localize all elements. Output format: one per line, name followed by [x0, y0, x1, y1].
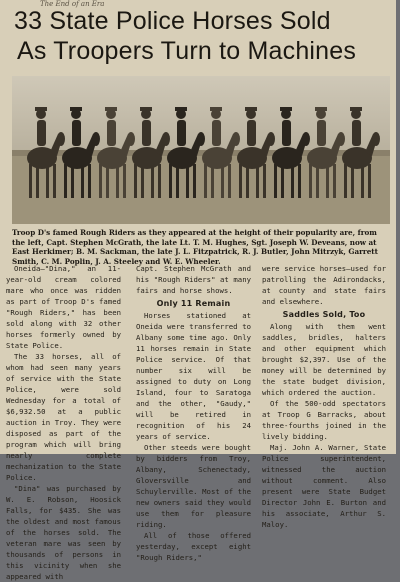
paragraph: Other steeds were bought by bidders from Troy, Albany, Schenectady, Gloversville and Schuylerville. Most of the new owners said they would use them for pleasure riding. — [136, 443, 251, 529]
paragraph: Maj. John A. Warner, State Police superintendent, witnessed the auction without comment. Also present were State Budget Director John E. Burton and his associate, Arthur S. Maloy. — [262, 443, 386, 529]
subhead-only-11-remain: Only 11 Remain — [156, 299, 231, 308]
headline-line-2: As Troopers Turn to Machines — [17, 37, 357, 65]
article-column-3 — [262, 263, 386, 529]
paragraph: Horses stationed at Oneida were transferred to Albany some time ago. Only 11 horses remain in State Police service. Of that number six will be assigned to duty on Long Island, four to Saratoga and the other, "Gaudy," will be retired in recognition of his 24 years of service. — [136, 311, 251, 441]
headline-line-1: 33 State Police Horses Sold — [14, 7, 331, 35]
cutline-fragment: The End of an Era — [40, 0, 105, 8]
paragraph: "Dina" was purchased by W. E. Robson, Hoosick Falls, for $435. She was the oldest and most famous of the horses sold. The veteran mare was seen by thousands of persons in this vicinity when she appeared with — [6, 484, 121, 581]
background-edge — [396, 0, 400, 454]
photo-rough-riders — [12, 76, 390, 224]
article-column-2 — [136, 263, 251, 562]
riders-photo-illustration — [12, 76, 390, 224]
paragraph: The 33 horses, all of whom had seen many years of service with the State Police, were sold Wednesday for a total of $6,932.50 at a public auction in Troy. They were disposed as part of the program which will bring nearly complete mechanization to the State Police. — [6, 352, 121, 482]
paragraph: All of those offered yesterday, except eight "Rough Riders," — [136, 531, 251, 562]
paragraph: Along with them went saddles, bridles, halters and other equipment which brought $2,397. Use of the money will be determined by the state budget division, which ordered the auction. — [262, 322, 386, 397]
paragraph: were service horses—used for patrolling the Adirondacks, at county and state fairs and elsewhere. — [262, 264, 386, 306]
paragraph: Capt. Stephen McGrath and his "Rough Riders" at many fairs and horse shows. — [136, 264, 251, 295]
subhead-saddles-sold: Saddles Sold, Too — [282, 310, 366, 319]
paragraph: Oneida—"Dina," an 11-year-old cream colored mare who once was ridden as part of Troop D's famed "Rough Riders," has been sold along with 32 other horses formerly owned by State Police. — [6, 264, 121, 350]
paragraph: Of the 500-odd spectators at Troop G Barracks, about three-fourths joined in the lively bidding. — [262, 399, 386, 441]
photo-caption: Troop D's famed Rough Riders as they appeared at the height of their popularity are, from the left, Capt. Stephen McGrath, the late Lt. T. M. Hughes, Sgt. Joseph W. Deveans, now at East Herkimer; B. M. Sackman, the late J. L. Fitzpatrick, R. J. Butler, John Mitrzyk, Garrett Smith, C. M. Poplin, J. A. Steeley and W. E. Wheeler. — [12, 228, 378, 266]
article-column-1 — [6, 263, 121, 581]
